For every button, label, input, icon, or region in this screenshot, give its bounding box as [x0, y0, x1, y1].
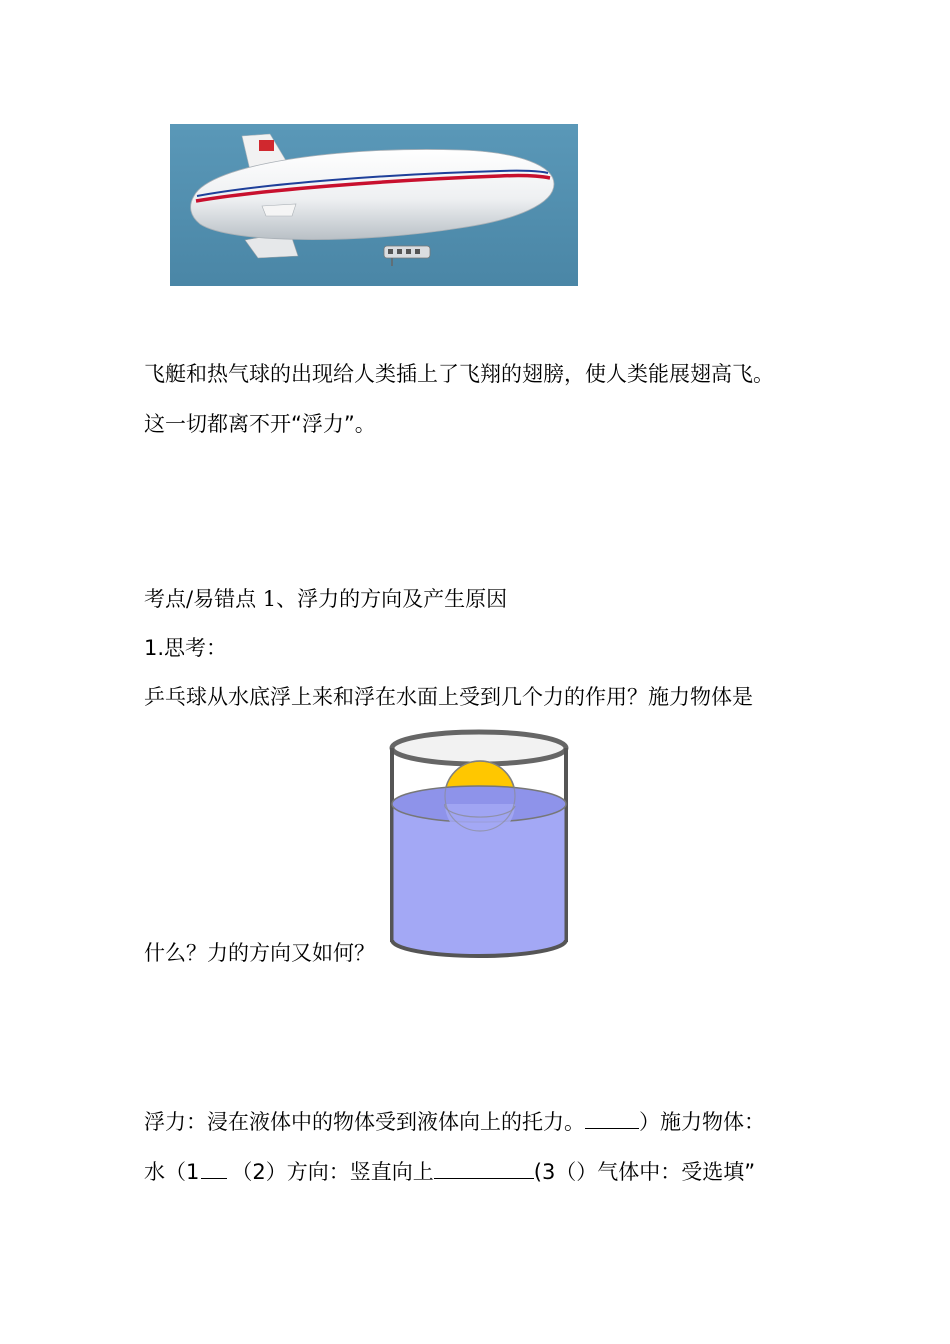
answer-blank-1 [585, 1108, 639, 1129]
airship-image [170, 124, 578, 286]
answer-blank-2 [201, 1158, 227, 1179]
question-line-1: 乒乓球从水底浮上来和浮在水面上受到几个力的作用？施力物体是 [144, 685, 753, 709]
definition-part-a: 水（1 [144, 1160, 200, 1184]
section-heading: 考点/易错点 1、浮力的方向及产生原因 [144, 587, 508, 611]
definition-part-b: （2）方向：竖直向上 [231, 1160, 434, 1184]
question-line-2: 什么？力的方向又如何？ [144, 941, 375, 965]
definition-text: 浮力：浸在液体中的物体受到液体向上的托力。 [144, 1110, 585, 1134]
intro-line-1: 飞艇和热气球的出现给人类插上了飞翔的翅膀，使人类能展翅高飞。 [144, 362, 774, 386]
think-label: 1.思考： [144, 636, 228, 660]
flag-mark [259, 140, 274, 151]
definition-line-2 [144, 1157, 755, 1187]
definition-line-1 [144, 1107, 765, 1137]
beaker-diagram [386, 726, 572, 966]
definition-part-c: (3（）气体中：受选填” [533, 1160, 756, 1184]
intro-line-2: 这一切都离不开“浮力”。 [144, 412, 376, 436]
answer-blank-3 [434, 1158, 534, 1179]
side-fin [262, 204, 296, 216]
definition-after: ）施力物体： [639, 1110, 765, 1134]
